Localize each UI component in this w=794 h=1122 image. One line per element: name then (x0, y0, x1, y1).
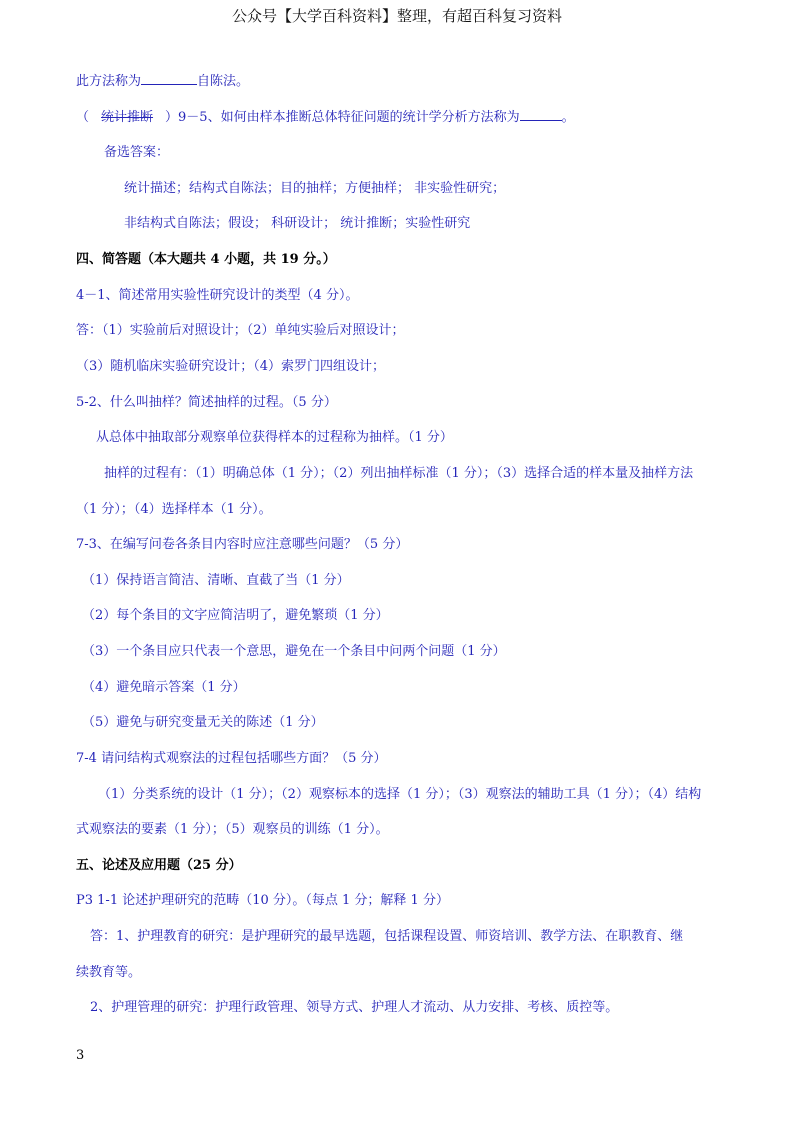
page-header: 公众号【大学百科资料】整理，有超百科复习资料 (231, 7, 562, 25)
fill-in-text: 此方法称为 (76, 74, 142, 89)
fill-in-text: 自陈法。 (197, 74, 250, 89)
options-line-2: 非结构式自陈法；假设； 科研设计； 统计推断；实验性研究 (124, 216, 471, 231)
answer-7-4-line-1: （1）分类系统的设计（1 分）；（2）观察标本的选择（1 分）；（3）观察法的辅助工具（1 分）；（4）结构 (98, 787, 702, 802)
answer-5-2-line-3: （1 分）；（4）选择样本（1 分）。 (76, 502, 272, 517)
question-7-4: 7-4 请问结构式观察法的过程包括哪些方面？（5 分） (76, 751, 387, 766)
answer-p3-1-1-line-2: 续教育等。 (76, 965, 142, 980)
question-p3-1-1: P3 1-1 论述护理研究的范畴（10 分）。（每点 1 分；解释 1 分） (76, 893, 449, 908)
question-5-2: 5-2、什么叫抽样？简述抽样的过程。（5 分） (76, 395, 337, 410)
answer-4-1-line-1: 答：（1）实验前后对照设计；（2）单纯实验后对照设计； (76, 323, 405, 338)
answer-blank (141, 72, 197, 85)
paren-open: （ (76, 110, 90, 125)
answer-7-3-item-1: （1）保持语言简洁、清晰、直截了当（1 分） (82, 573, 350, 588)
options-line-1: 统计描述；结构式自陈法；目的抽样；方便抽样； 非实验性研究； (124, 181, 506, 196)
answer-7-3-item-4: （4）避免暗示答案（1 分） (82, 680, 246, 695)
answer-7-4-line-2: 式观察法的要素（1 分）；（5）观察员的训练（1 分）。 (76, 822, 389, 837)
fill-in-line-1 (76, 72, 249, 91)
answer-7-3-item-3: （3）一个条目应只代表一个意思，避免在一个条目中问两个问题（1 分） (82, 644, 506, 659)
question-9-5 (76, 108, 575, 127)
options-title: 备选答案： (104, 145, 170, 160)
section-5-title: 五、论述及应用题（25 分） (76, 858, 242, 873)
struck-answer: 统计推断 (101, 110, 154, 125)
answer-blank (520, 108, 562, 121)
answer-4-1-line-2: （3）随机临床实验研究设计；（4）索罗门四组设计； (76, 359, 386, 374)
question-text: ）9－5、如何由样本推断总体特征问题的统计学分析方法称为 (165, 110, 520, 125)
answer-7-3-item-5: （5）避免与研究变量无关的陈述（1 分） (82, 715, 324, 730)
answer-p3-1-1-line-1: 答：1、护理教育的研究：是护理研究的最早选题，包括课程设置、师资培训、教学方法、在职教育、继 (90, 929, 684, 944)
page-number: 3 (76, 1048, 85, 1063)
answer-5-2-line-1: 从总体中抽取部分观察单位获得样本的过程称为抽样。（1 分） (96, 430, 453, 445)
question-7-3: 7-3、在编写问卷各条目内容时应注意哪些问题？（5 分） (76, 537, 409, 552)
answer-p3-1-1-line-3: 2、护理管理的研究：护理行政管理、领导方式、护理人才流动、从力安排、考核、质控等。 (90, 1000, 619, 1015)
question-4-1: 4－1、简述常用实验性研究设计的类型（4 分）。 (76, 288, 359, 303)
period: 。 (561, 110, 575, 125)
section-4-title: 四、简答题（本大题共 4 小题，共 19 分。） (76, 252, 336, 267)
answer-7-3-item-2: （2）每个条目的文字应简洁明了，避免繁琐（1 分） (82, 608, 389, 623)
answer-5-2-line-2: 抽样的过程有：（1）明确总体（1 分）；（2）列出抽样标准（1 分）；（3）选择合适的样本量及抽样方法 (104, 466, 694, 481)
